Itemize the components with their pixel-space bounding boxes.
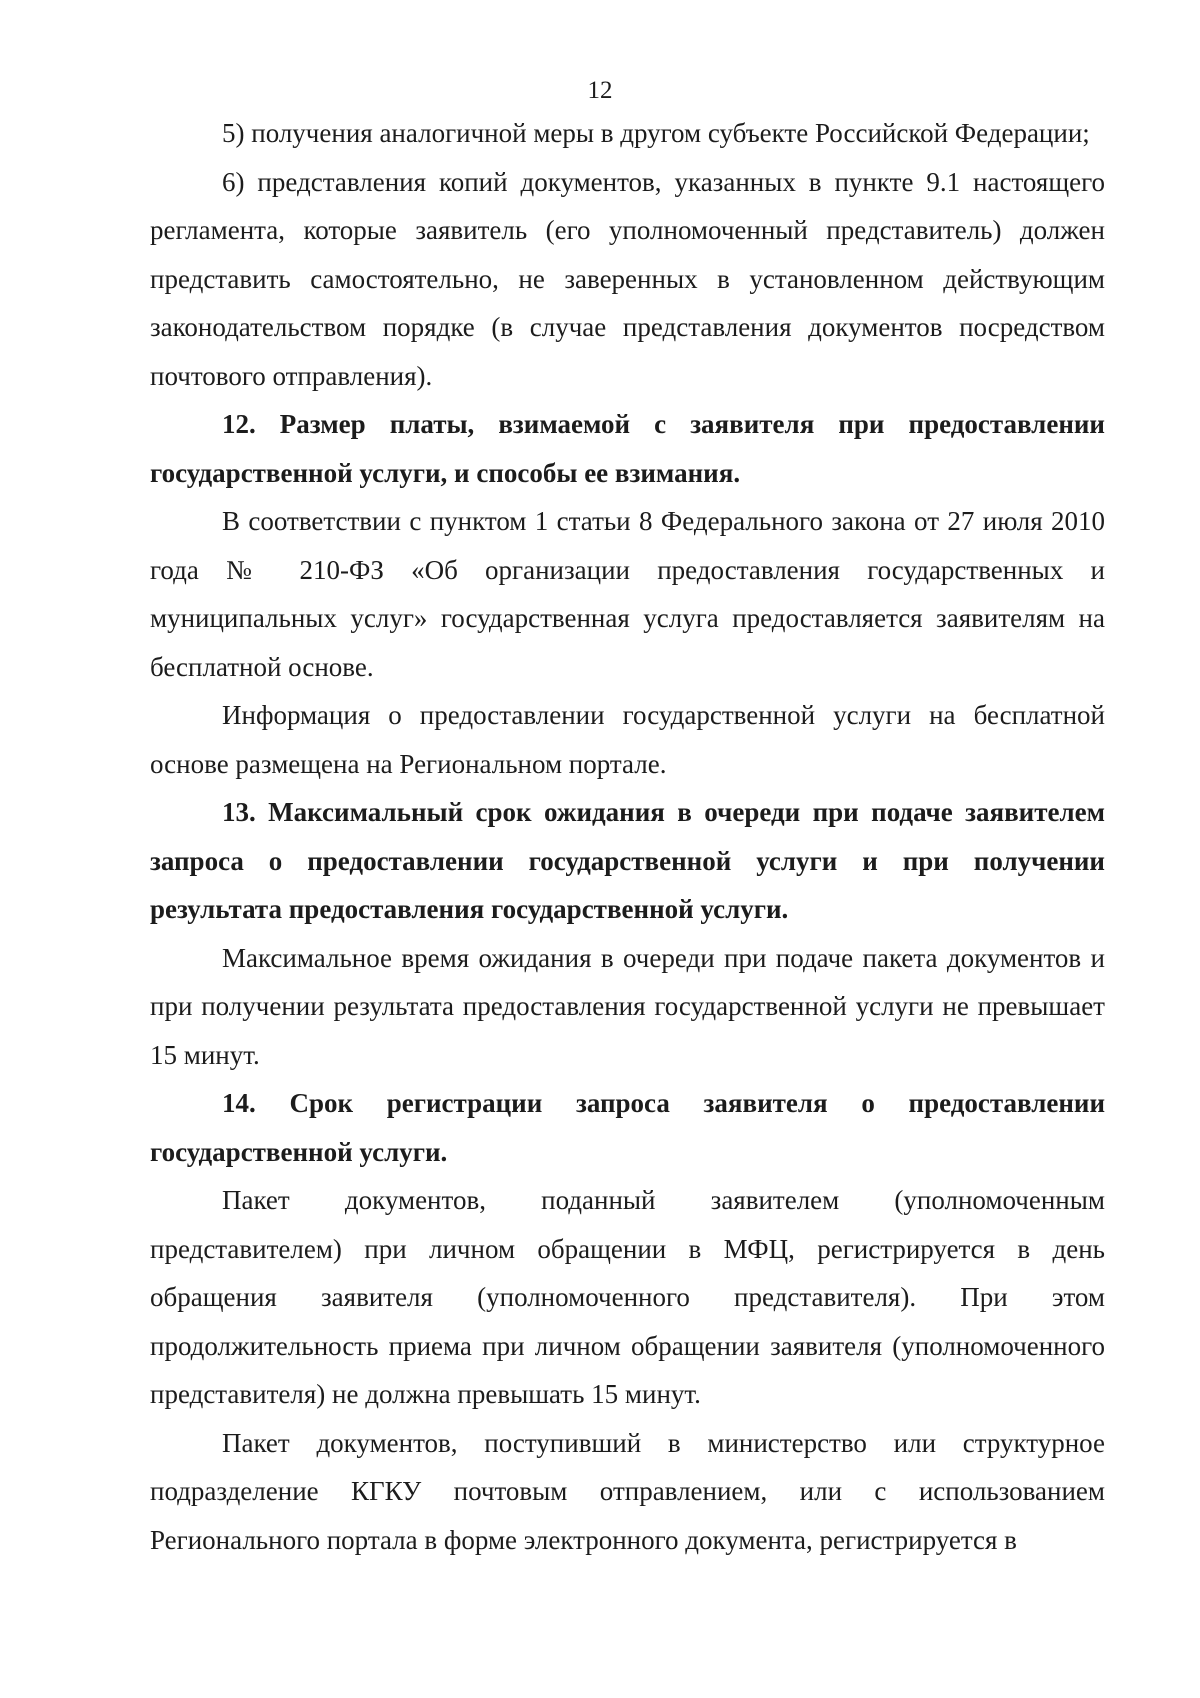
page-number: 12 — [587, 77, 613, 104]
paragraph-item-6: 6) представления копий документов, указанных в пункте 9.1 настоящего регламента, которые заявитель (его уполномоченный представитель) должен представить самостоятельно, не заверенных в установленном действующим законодательством порядке (в случае представления документов посредством почтового отправления). — [150, 166, 1105, 391]
paragraph-registration-mail: Пакет документов, поступивший в министерство или структурное подразделение КГКУ почтовым отправлением, или с использованием Регионального портала в форме электронного документа, регистрируется в — [150, 1427, 1105, 1555]
section-heading-12: 12. Размер платы, взимаемой с заявителя при предоставлении государственной услуги, и способы ее взимания. — [150, 409, 1105, 488]
paragraph-registration-mfc: Пакет документов, поданный заявителем (уполномоченным представителем) при личном обращении в МФЦ, регистрируется в день обращения заявителя (уполномоченного представителя). При этом продолжительность приема при личном обращении заявителя (уполномоченного представителя) не должна превышать 15 минут. — [150, 1185, 1105, 1409]
paragraph-fee-law: В соответствии с пунктом 1 статьи 8 Федерального закона от 27 июля 2010 года № 210-ФЗ «Об организации предоставления государственных и муниципальных услуг» государственная услуга предоставляется заявителям на бесплатной основе. — [150, 506, 1105, 682]
paragraph-item-5: 5) получения аналогичной меры в другом субъекте Российской Федерации; — [222, 118, 1090, 148]
paragraph-queue-time: Максимальное время ожидания в очереди при подаче пакета документов и при получении результата предоставления государственной услуги не превышает 15 минут. — [150, 942, 1105, 1070]
section-heading-14: 14. Срок регистрации запроса заявителя о предоставлении государственной услуги. — [150, 1088, 1105, 1167]
document-body — [150, 109, 1105, 1564]
section-heading-13: 13. Максимальный срок ожидания в очереди при подаче заявителем запроса о предоставлении государственной услуги и при получении результата предоставления государственной услуги. — [150, 797, 1105, 924]
paragraph-fee-info: Информация о предоставлении государственной услуги на бесплатной основе размещена на Региональном портале. — [150, 700, 1105, 779]
